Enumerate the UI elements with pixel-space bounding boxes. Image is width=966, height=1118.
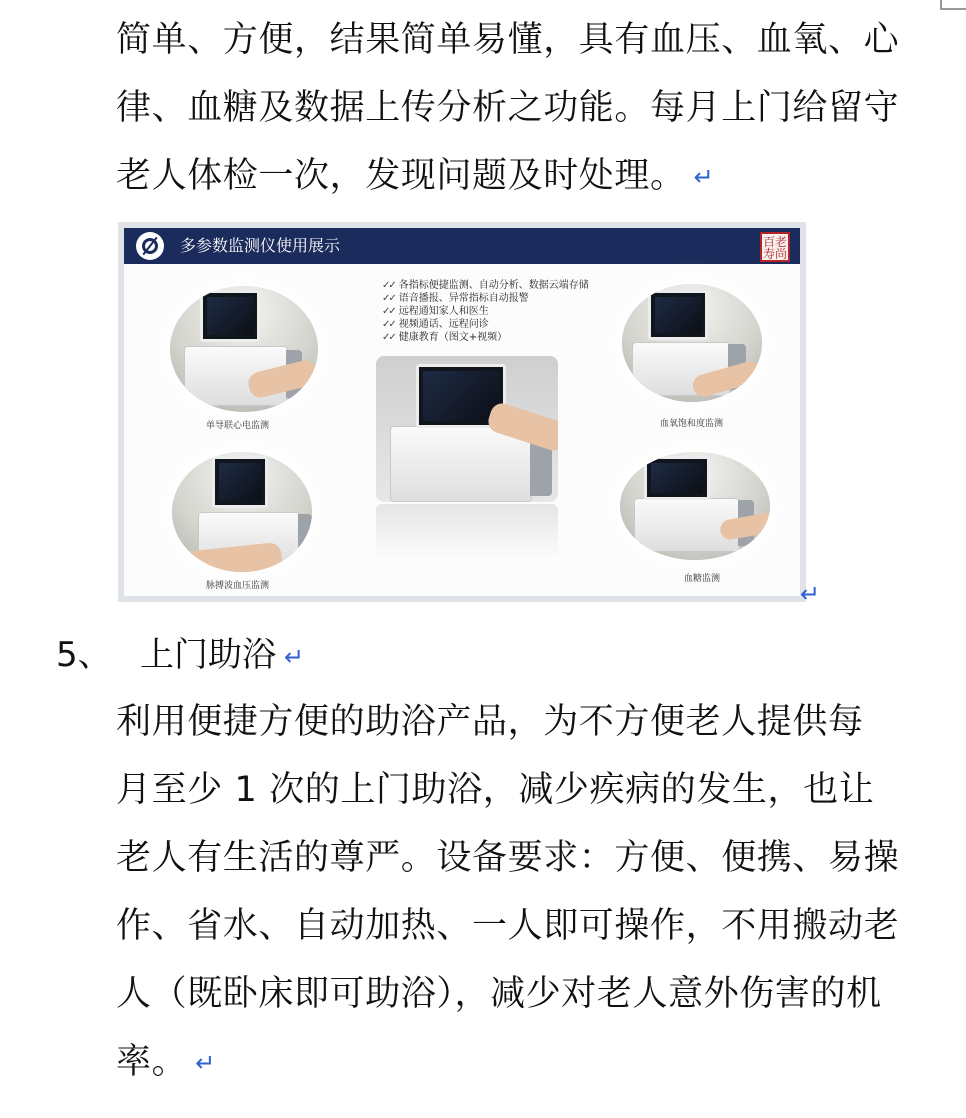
paragraph-line: 律、血糖及数据上传分析之功能。每月上门给留守 bbox=[116, 88, 900, 128]
feature-item: ✓✓ 健康教育（图文+视频） bbox=[382, 332, 508, 343]
check-icon: ✓✓ bbox=[382, 332, 395, 343]
section-title: 上门助浴 bbox=[140, 635, 276, 675]
section-number: 5、 bbox=[56, 635, 112, 675]
paragraph-line: 简单、方便，结果简单易懂，具有血压、血氧、心 bbox=[116, 20, 900, 60]
company-logo-icon bbox=[136, 232, 164, 260]
check-icon: ✓✓ bbox=[382, 319, 395, 330]
feature-item: ✓✓ 远程通知家人和医生 bbox=[382, 306, 489, 317]
paragraph-mark-icon: ↵ bbox=[800, 580, 821, 608]
device-photo-bp bbox=[172, 452, 312, 572]
paragraph-line bbox=[116, 1040, 216, 1085]
caption-bp: 脉搏波血压监测 bbox=[206, 581, 270, 591]
paragraph-line-text: 老人体检一次，发现问题及时处理。 bbox=[116, 156, 686, 196]
paragraph-mark-icon: ↵ bbox=[284, 642, 305, 671]
device-photo-glucose bbox=[620, 452, 770, 560]
paragraph-line: 利用便捷方便的助浴产品，为不方便老人提供每 bbox=[116, 702, 864, 742]
slide bbox=[124, 228, 800, 596]
page-corner-mark bbox=[940, 0, 966, 10]
check-icon: ✓✓ bbox=[382, 280, 395, 291]
slide-header bbox=[124, 228, 800, 264]
device-photo-ecg bbox=[170, 286, 318, 412]
photo-reflection bbox=[376, 504, 558, 560]
embedded-slide-image[interactable] bbox=[118, 222, 806, 602]
device-photo-main bbox=[376, 356, 558, 502]
paragraph-line: 月至少 1 次的上门助浴，减少疾病的发生，也让 bbox=[116, 770, 875, 810]
paragraph-line: 老人有生活的尊严。设备要求：方便、便携、易操 bbox=[116, 838, 900, 878]
section-heading bbox=[140, 633, 304, 679]
paragraph-mark-icon: ↵ bbox=[693, 163, 715, 191]
check-icon: ✓✓ bbox=[382, 306, 395, 317]
paragraph-line bbox=[116, 154, 714, 199]
paragraph-mark-icon: ↵ bbox=[195, 1049, 216, 1077]
caption-ecg: 单导联心电监测 bbox=[206, 421, 270, 431]
paragraph-line: 人（既卧床即可助浴），减少对老人意外伤害的机 bbox=[116, 974, 882, 1014]
paragraph-line-text: 率。 bbox=[116, 1042, 188, 1082]
device-photo-spo2 bbox=[622, 284, 762, 402]
check-icon: ✓✓ bbox=[382, 293, 395, 304]
feature-item: ✓✓ 语音播报、异常指标自动报警 bbox=[382, 293, 529, 304]
seal-stamp: 百老 寿尚 bbox=[760, 232, 790, 262]
feature-item: ✓✓ 各指标便捷监测、自动分析、数据云端存储 bbox=[382, 280, 589, 291]
paragraph-line: 作、省水、自动加热、一人即可操作，不用搬动老 bbox=[116, 906, 900, 946]
caption-spo2: 血氧饱和度监测 bbox=[660, 419, 724, 429]
feature-item: ✓✓ 视频通话、远程问诊 bbox=[382, 319, 489, 330]
caption-glucose: 血糖监测 bbox=[684, 574, 721, 584]
feature-list bbox=[382, 280, 589, 345]
slide-title: 多参数监测仪使用展示 bbox=[180, 236, 341, 255]
